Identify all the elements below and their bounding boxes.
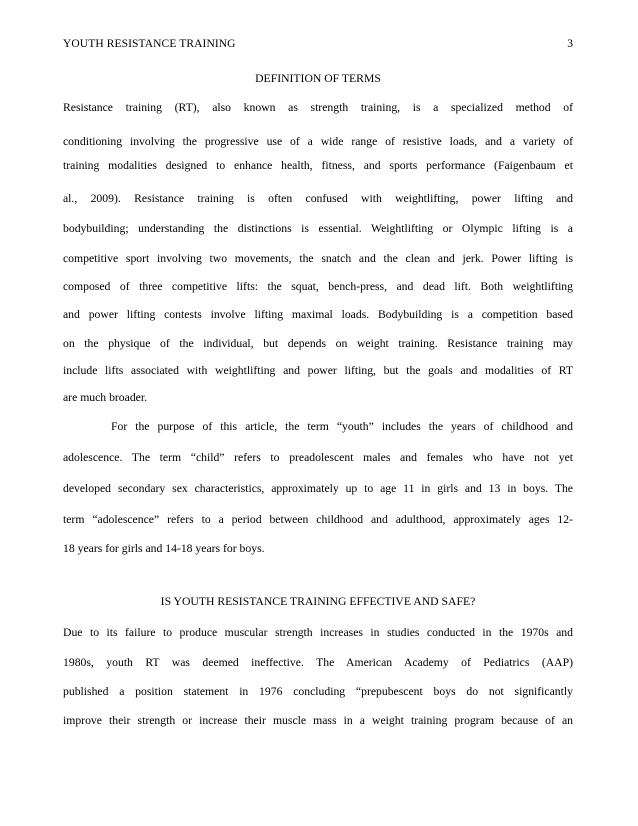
paragraph-line: on the physique of the individual, but depends on weight training. Resistance training may: [63, 337, 573, 350]
section-heading-effective-safe: IS YOUTH RESISTANCE TRAINING EFFECTIVE AND SAFE?: [160, 595, 476, 608]
paragraph-line: published a position statement in 1976 concluding “prepubescent boys do not significantly: [63, 685, 573, 698]
paragraph-line: al., 2009). Resistance training is often confused with weightlifting, power lifting and: [63, 192, 573, 205]
paragraph-line: term “adolescence” refers to a period between childhood and adulthood, approximately ages 12-: [63, 513, 573, 526]
paragraph-line: adolescence. The term “child” refers to preadolescent males and females who have not yet: [63, 451, 573, 464]
paragraph-line: training modalities designed to enhance health, fitness, and sports performance (Faigenbaum et: [63, 159, 573, 172]
paragraph-line: conditioning involving the progressive use of a wide range of resistive loads, and a variety of: [63, 135, 573, 148]
paragraph-line: 1980s, youth RT was deemed ineffective. The American Academy of Pediatrics (AAP): [63, 656, 573, 669]
paragraph-line: Due to its failure to produce muscular strength increases in studies conducted in the 1970s and: [63, 626, 573, 639]
paragraph-line: composed of three competitive lifts: the squat, bench-press, and dead lift. Both weightlifting: [63, 280, 573, 293]
running-head-title: YOUTH RESISTANCE TRAINING: [63, 38, 236, 50]
paragraph-line: and power lifting contests involve lifting maximal loads. Bodybuilding is a competition based: [63, 308, 573, 321]
paragraph-line: bodybuilding; understanding the distinctions is essential. Weightlifting or Olympic lifting is a: [63, 222, 573, 235]
paragraph-line: Resistance training (RT), also known as strength training, is a specialized method of: [63, 101, 573, 114]
paragraph-line: competitive sport involving two movements, the snatch and the clean and jerk. Power lifting is: [63, 252, 573, 265]
paragraph-line-indented: For the purpose of this article, the term “youth” includes the years of childhood and: [111, 420, 573, 433]
paragraph-line: include lifts associated with weightlifting and power lifting, but the goals and modalities of RT: [63, 364, 573, 377]
paragraph-line: developed secondary sex characteristics, approximately up to age 11 in girls and 13 in boys. The: [63, 482, 573, 495]
paragraph-line: are much broader.: [63, 391, 148, 404]
paragraph-line: improve their strength or increase their muscle mass in a weight training program because of an: [63, 714, 573, 727]
paragraph-line: 18 years for girls and 14-18 years for boys.: [63, 542, 265, 555]
page-number: 3: [567, 38, 573, 50]
section-heading-definition: DEFINITION OF TERMS: [255, 72, 381, 85]
